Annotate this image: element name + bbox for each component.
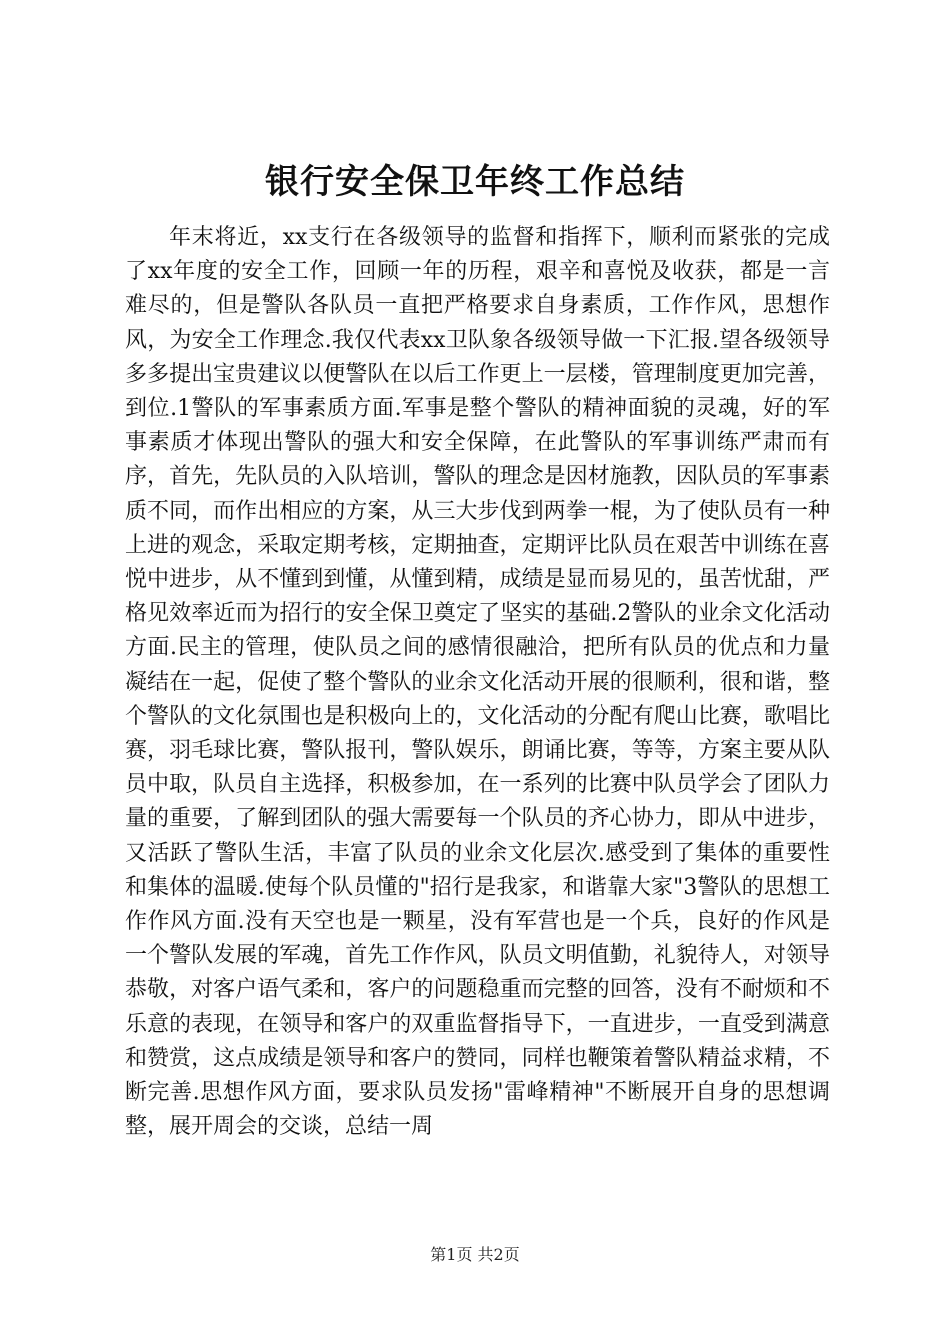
page-number: 第1页 共2页 xyxy=(430,1245,520,1264)
document-body: 年末将近，xx支行在各级领导的监督和指挥下，顺利而紧张的完成了xx年度的安全工作，回顾一年的历程，艰辛和喜悦及收获，都是一言难尽的，但是警队各队员一直把严格要求自身素质，工作作风，思想作风，为安全工作理念.我仅代表xx卫队象各级领导做一下汇报.望各级领导多多提出宝贵建议以便警队在以后工作更上一层楼，管理制度更加完善，到位.1警队的军事素质方面.军事是整个警队的精神面貌的灵魂，好的军事素质才体现出警队的强大和安全保障，在此警队的军事训练严肃而有序，首先，先队员的入队培训，警队的理念是因材施教，因队员的军事素质不同，而作出相应的方案，从三大步伐到两拳一棍，为了使队员有一种上进的观念，采取定期考核，定期抽查，定期评比队员在艰苦中训练在喜悦中进步，从不懂到到懂，从懂到精，成绩是显而易见的，虽苦忧甜，严格见效率近而为招行的安全保卫奠定了坚实的基础.2警队的业余文化活动方面.民主的管理，使队员之间的感情很融洽，把所有队员的优点和力量凝结在一起，促使了整个警队的业余文化活动开展的很顺利，很和谐，整个警队的文化氛围也是积极向上的，文化活动的分配有爬山比赛，歌唱比赛，羽毛球比赛，警队报刊，警队娱乐，朗诵比赛，等等，方案主要从队员中取，队员自主选择，积极参加，在一系列的比赛中队员学会了团队力量的重要，了解到团队的强大需要每一个队员的齐心协力，即从中进步，又活跃了警队生活，丰富了队员的业余文化层次.感受到了集体的重要性和集体的温暖.使每个队员懂的"招行是我家，和谐靠大家"3警队的思想工作作风方面.没有天空也是一颗星，没有军营也是一个兵，良好的作风是一个警队发展的军魂，首先工作作风，队员文明值勤，礼貌待人，对领导恭敬，对客户语气柔和，客户的问题稳重而完整的回答，没有不耐烦和不乐意的表现，在领导和客户的双重监督指导下，一直进步，一直受到满意和赞赏，这点成绩是领导和客户的赞同，同样也鞭策着警队精益求精，不断完善.思想作风方面，要求队员发扬"雷峰精神"不断展开自身的思想调整，展开周会的交谈，总结一周 xyxy=(125,225,830,1140)
document-title: 银行安全保卫年终工作总结 xyxy=(265,162,685,202)
